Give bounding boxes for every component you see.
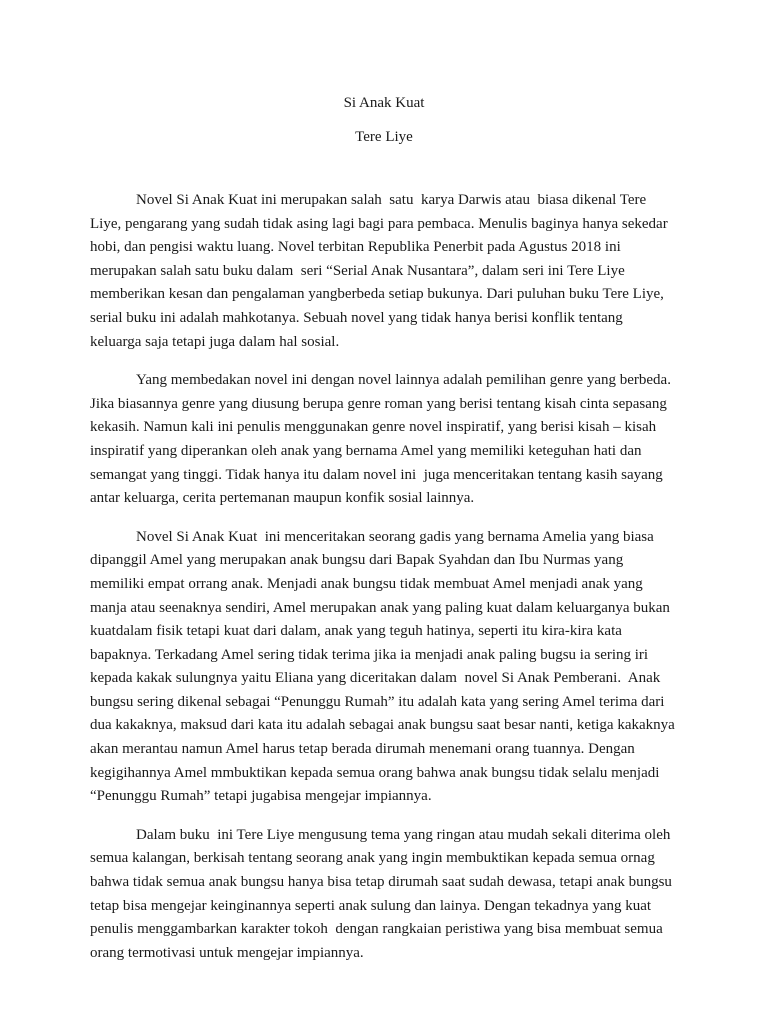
- paragraph-line: Novel Si Anak Kuat ini merupakan salah satu karya Darwis atau biasa dikenal Tere: [136, 192, 647, 208]
- paragraph-line: Liye, pengarang yang sudah tidak asing lagi bagi para pembaca. Menulis baginya hanya sekedar: [90, 215, 668, 232]
- paragraph-line: dipanggil Amel yang merupakan anak bungsu dari Bapak Syahdan dan Ibu Nurmas yang: [90, 552, 624, 569]
- paragraph-line: memiliki empat orrang anak. Menjadi anak bungsu tidak membuat Amel menjadi anak yang: [90, 575, 643, 592]
- document-author: Tere Liye: [355, 129, 413, 145]
- paragraph-line: Yang membedakan novel ini dengan novel lainnya adalah pemilihan genre yang berbeda.: [136, 372, 671, 389]
- paragraph-line: manja atau seenaknya sendiri, Amel merupakan anak yang paling kuat dalam keluarganya bukan: [90, 599, 670, 616]
- paragraph: [90, 824, 690, 966]
- paragraph-line: serial buku ini adalah mahkotanya. Sebuah novel yang tidak hanya berisi konflik tentang: [90, 309, 623, 326]
- paragraph-line: semua kalangan, berkisah tentang seorang anak yang ingin membuktikan kepada semua ornag: [90, 850, 655, 867]
- paragraph-line: keluarga saja tetapi juga dalam hal sosial.: [90, 333, 340, 350]
- paragraph: [90, 369, 690, 511]
- paragraph-line: Dalam buku ini Tere Liye mengusung tema yang ringan atau mudah sekali diterima oleh: [136, 826, 671, 843]
- document-body: [90, 189, 690, 980]
- paragraph-line: semangat yang tinggi. Tidak hanya itu dalam novel ini juga menceritakan tentang kasih sayang: [90, 466, 663, 483]
- paragraph-line: “Penunggu Rumah” tetapi jugabisa mengejar impiannya.: [90, 788, 432, 805]
- paragraph: [90, 189, 690, 354]
- paragraph-line: orang termotivasi untuk mengejar impiannya.: [90, 944, 364, 961]
- paragraph-line: Novel Si Anak Kuat ini menceritakan seorang gadis yang bernama Amelia yang biasa: [136, 528, 654, 545]
- paragraph-line: penulis menggambarkan karakter tokoh dengan rangkaian peristiwa yang bisa membuat semua: [90, 921, 663, 938]
- paragraph-line: dua kakaknya, maksud dari kata itu adalah sebagai anak bungsu saat besar nanti, ketiga kakaknya: [90, 717, 675, 734]
- paragraph-line: antar keluarga, cerita pertemanan maupun konfik sosial lainnya.: [90, 490, 475, 507]
- paragraph-line: inspiratif yang diperankan oleh anak yang bernama Amel yang memiliki keteguhan hati dan: [90, 442, 642, 459]
- paragraph-line: bungsu sering dikenal sebagai “Penunggu Rumah” itu adalah kata yang sering Amel terima dari: [90, 693, 665, 710]
- paragraph-line: akan merantau namun Amel harus tetap berada dirumah menemani orang tuannya. Dengan: [90, 741, 635, 758]
- paragraph-line: kekasih. Namun kali ini penulis menggunakan genre novel inspiratif, yang berisi kisah – kisah: [90, 419, 657, 436]
- paragraph-line: merupakan salah satu buku dalam seri “Serial Anak Nusantara”, dalam seri ini Tere Liye: [90, 262, 625, 279]
- document-title: Si Anak Kuat: [343, 95, 425, 111]
- paragraph-line: tetap bisa mengejar keinginannya seperti anak sulung dan lainya. Dengan tekadnya yang kuat: [90, 897, 652, 914]
- paragraph-line: hobi, dan pengisi waktu luang. Novel terbitan Republika Penerbit pada Agustus 2018 ini: [90, 239, 621, 256]
- paragraph-line: memberikan kesan dan pengalaman yangberbeda setiap bukunya. Dari puluhan buku Tere Liye,: [90, 286, 664, 303]
- paragraph: [90, 526, 690, 809]
- paragraph-line: bapaknya. Terkadang Amel sering tidak terima jika ia menjadi anak paling bugsu ia sering iri: [90, 646, 649, 663]
- paragraph-line: bahwa tidak semua anak bungsu hanya bisa tetap dirumah saat sudah dewasa, tetapi anak bungsu: [90, 874, 672, 891]
- paragraph-line: kuatdalam fisik tetapi kuat dari dalam, anak yang teguh hatinya, seperti itu kira-kira kata: [90, 623, 622, 640]
- paragraph-line: kepada kakak sulungnya yaitu Eliana yang diceritakan dalam novel Si Anak Pemberani. Anak: [90, 670, 661, 687]
- paragraph-line: kegigihannya Amel mmbuktikan kepada semua orang bahwa anak bungsu tidak selalu menjadi: [90, 764, 660, 781]
- paragraph-line: Jika biasannya genre yang diusung berupa genre roman yang berisi tentang kisah cinta sepasang: [90, 395, 667, 412]
